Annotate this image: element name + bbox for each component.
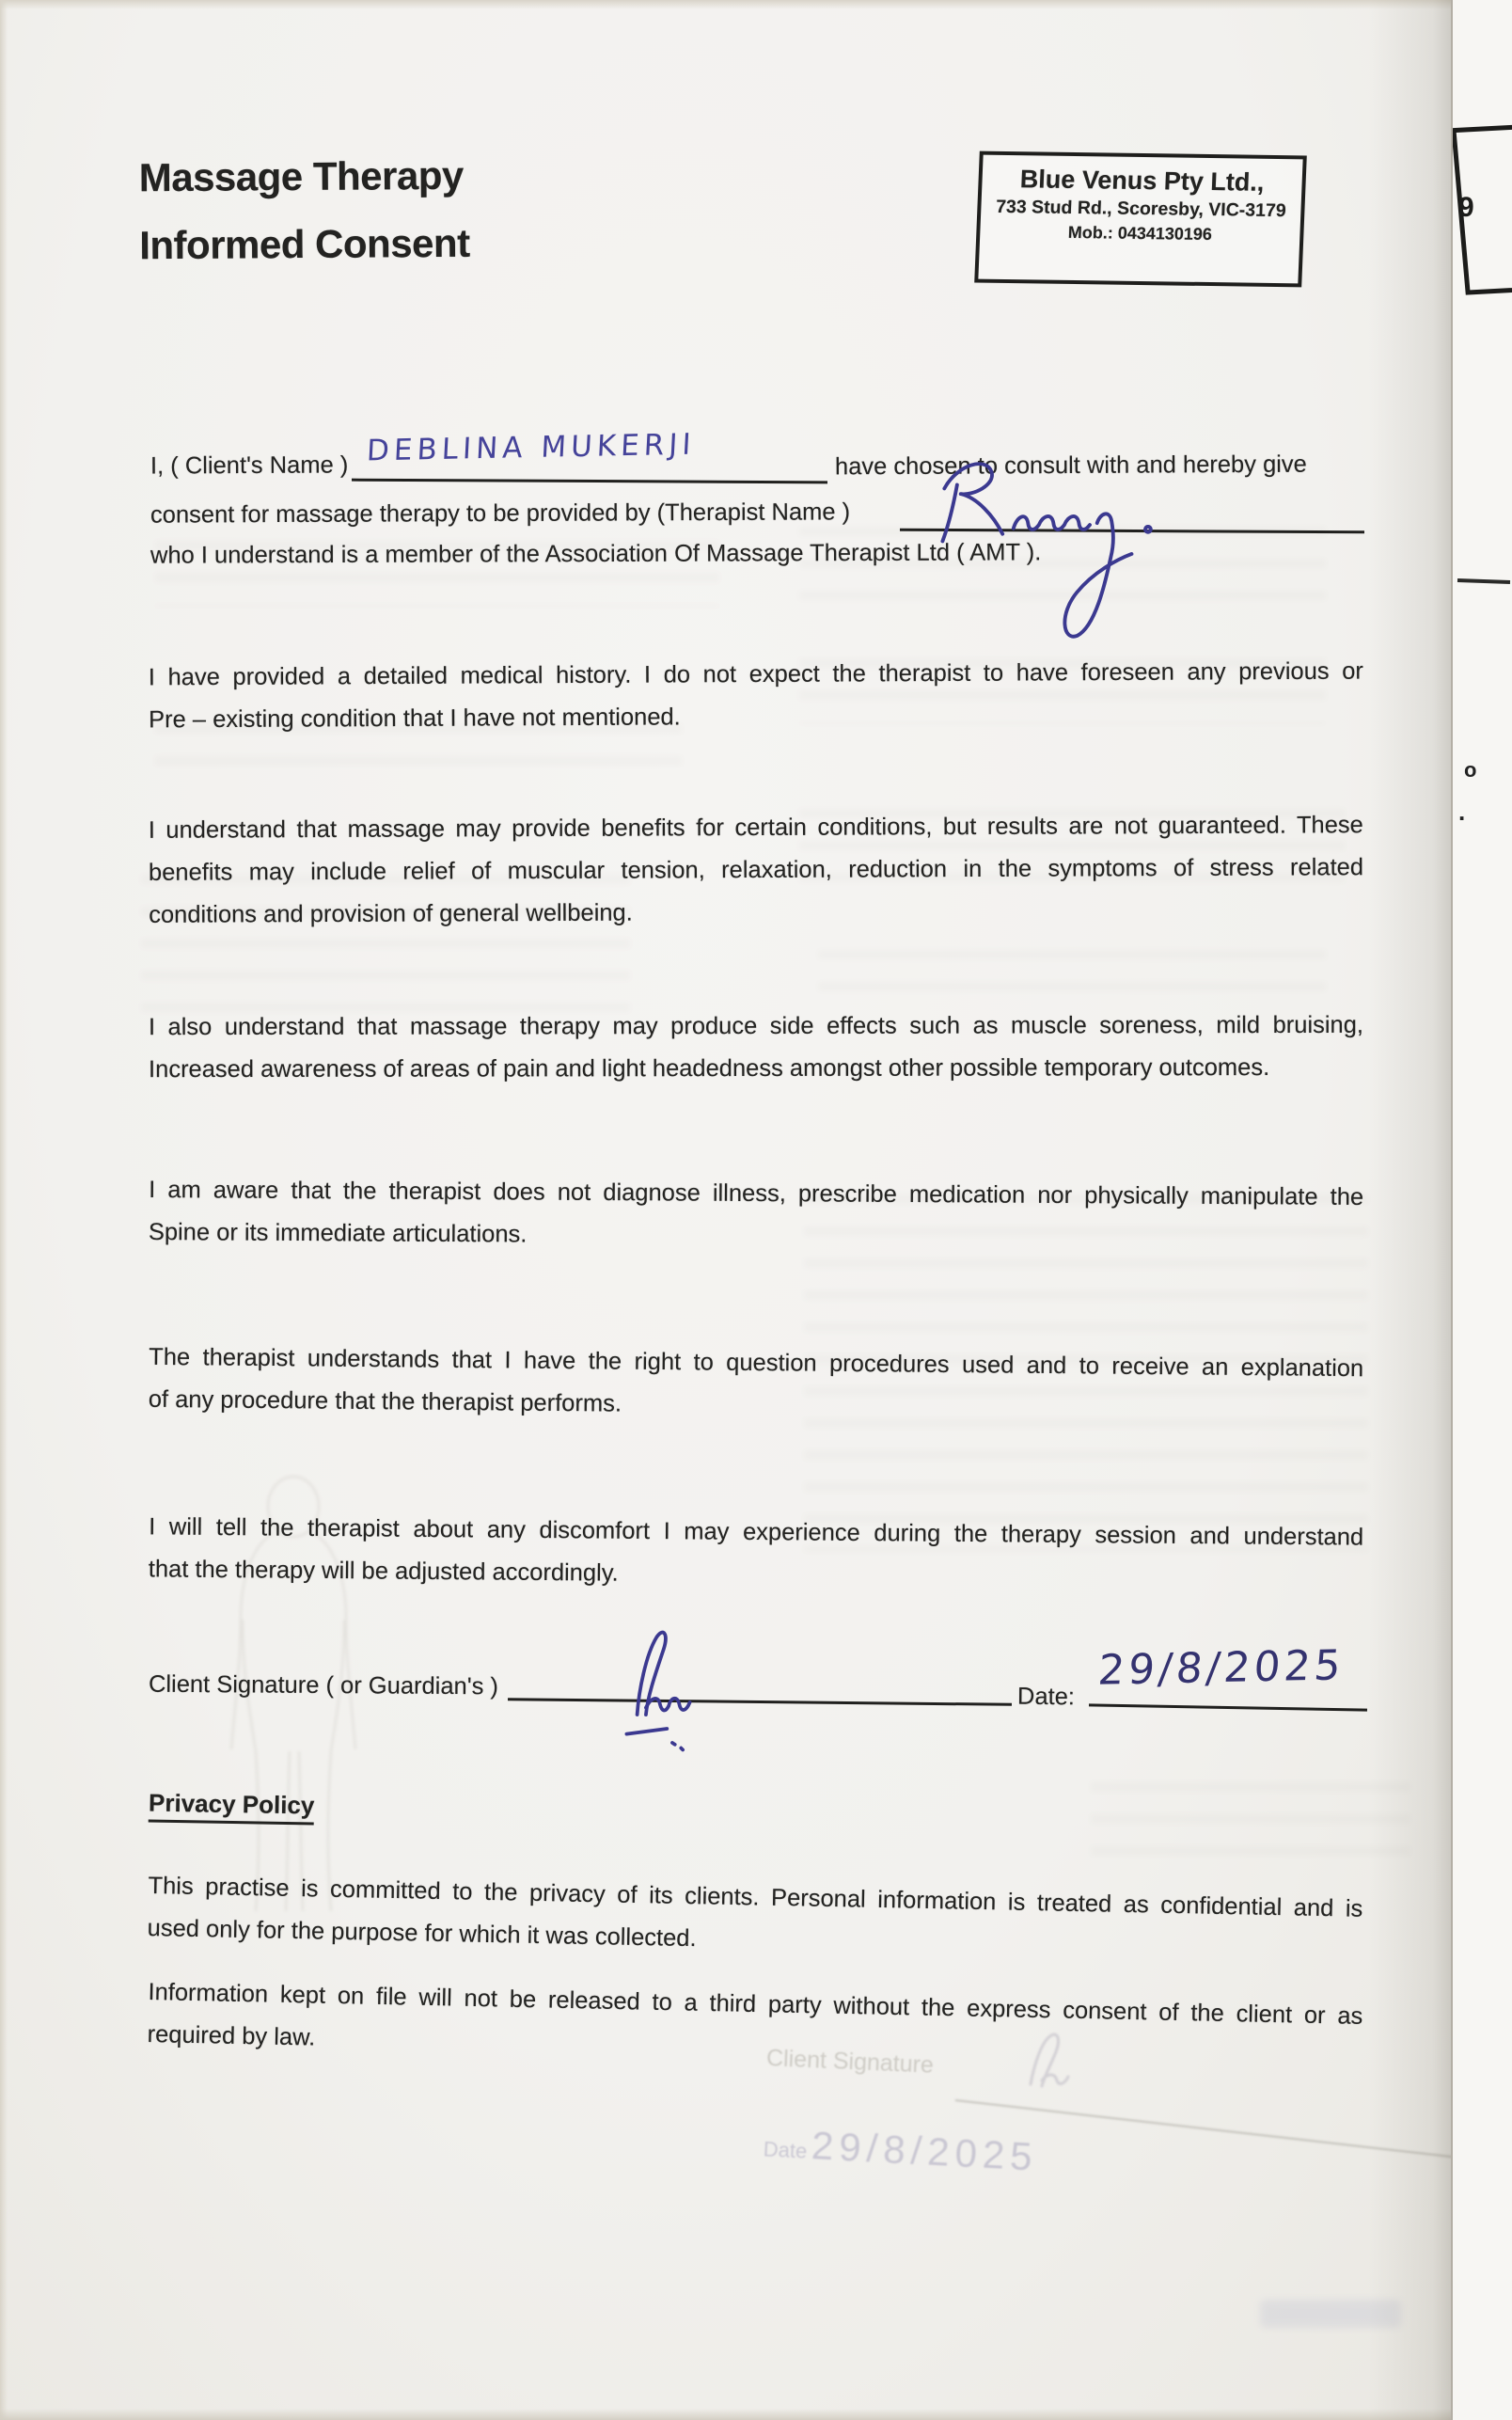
- paragraph-line: Increased awareness of areas of pain and light headedness amongst other possible temporary outcomes.: [149, 1054, 1270, 1083]
- bleedthrough-date-label: Date: [763, 2137, 808, 2163]
- paragraph-medical-history: [149, 651, 1363, 742]
- photo-edge-top: [0, 0, 1512, 9]
- business-stamp: [974, 151, 1307, 288]
- paragraph-line: The therapist understands that I have the right to question procedures used and to receive an explanation: [149, 1343, 1364, 1383]
- privacy-policy-heading: [149, 1788, 315, 1825]
- client-signature-label: Client Signature ( or Guardian's ): [148, 1670, 499, 1700]
- client-name-underline: [352, 479, 827, 484]
- bleedthrough-smudge: [818, 950, 1326, 1006]
- underlying-dot: .: [1458, 798, 1466, 826]
- page-title-line2: Informed Consent: [139, 220, 470, 268]
- paragraph-line: Information kept on file will not be released to a third party without the express consent of the client or as: [148, 1978, 1363, 2030]
- page-gap-shadow: [1368, 0, 1451, 2420]
- date-label: Date:: [1016, 1683, 1076, 1711]
- paragraph-side-effects: [149, 1004, 1363, 1091]
- bleedthrough-smudge: [1091, 1782, 1410, 1867]
- bleedthrough-signature-label: Client Signature: [765, 2045, 935, 2079]
- privacy-policy-heading-text: Privacy Policy: [149, 1788, 315, 1825]
- bleedthrough-date: [763, 2120, 1039, 2179]
- paragraph-line: I also understand that massage therapy may produce side effects such as muscle soreness, mild bruising,: [148, 1011, 1363, 1041]
- page-title: [139, 142, 470, 279]
- paragraph-line: conditions and provision of general wellbeing.: [149, 899, 633, 928]
- paragraph-line: Pre – existing condition that I have not mentioned.: [149, 704, 681, 734]
- date-handwritten: 29/8/2025: [1095, 1641, 1347, 1695]
- paragraph-line: that the therapy will be adjusted accordingly.: [148, 1556, 619, 1587]
- underlying-page-strip: [1451, 0, 1512, 2420]
- client-signature-handwritten: [602, 1623, 715, 1755]
- paragraph-line: used only for the purpose for which it was collected.: [147, 1914, 697, 1953]
- paragraph-line: This practise is committed to the privacy of its clients. Personal information is treated as confidential and is: [148, 1872, 1363, 1922]
- paragraph-no-diagnosis: [149, 1169, 1364, 1261]
- paragraph-line: of any procedure that the therapist performs.: [148, 1385, 622, 1417]
- privacy-paragraph-2: [147, 1971, 1363, 2080]
- intro-line1-suffix: have chosen to consult with and hereby give: [834, 451, 1307, 481]
- business-name: Blue Venus Pty Ltd.,: [1019, 165, 1266, 197]
- photo-edge-bottom: [0, 2409, 1512, 2420]
- underlying-letter-o: o: [1464, 758, 1477, 782]
- underlying-stamp-digit: 9: [1458, 192, 1474, 223]
- paragraph-discomfort: [149, 1506, 1364, 1601]
- bleedthrough-date-value: 29/8/2025: [810, 2123, 1039, 2179]
- client-name-handwritten: DEBLINA MUKERJI: [366, 427, 697, 468]
- paragraph-line: I have provided a detailed medical history. I do not expect the therapist to have foreseen any previous or: [148, 657, 1363, 691]
- paragraph-right-to-question: [149, 1337, 1364, 1432]
- page-title-line1: Massage Therapy: [138, 152, 464, 200]
- business-mobile: Mob.: 0434130196: [1067, 222, 1213, 245]
- paragraph-line: I am aware that the therapist does not diagnose illness, prescribe medication nor physically manipulate the: [149, 1177, 1364, 1210]
- paragraph-line: I will tell the therapist about any discomfort I may experience during the therapy session and understand: [149, 1513, 1364, 1551]
- business-address: 733 Stud Rd., Scoresby, VIC-3179: [995, 196, 1287, 222]
- underlying-line-fragment: [1457, 578, 1510, 584]
- paragraph-line: benefits may include relief of muscular tension, relaxation, reduction in the symptoms of stress related: [148, 854, 1364, 886]
- paragraph-benefits: [149, 804, 1364, 937]
- intro-line3: who I understand is a member of the Association Of Massage Therapist Ltd ( AMT ).: [150, 539, 1042, 569]
- paragraph-line: I understand that massage may provide benefits for certain conditions, but results are not guaranteed. These: [148, 812, 1363, 844]
- intro-line1-prefix: I, ( Client's Name ): [150, 451, 349, 480]
- photo-edge-left: [0, 0, 8, 2420]
- paragraph-line: Spine or its immediate articulations.: [148, 1219, 528, 1248]
- paragraph-line: required by law.: [147, 2020, 316, 2051]
- date-underline: [1089, 1703, 1367, 1711]
- intro-line2: consent for massage therapy to be provided by (Therapist Name ): [150, 498, 851, 529]
- client-signature-underline: [508, 1698, 1012, 1706]
